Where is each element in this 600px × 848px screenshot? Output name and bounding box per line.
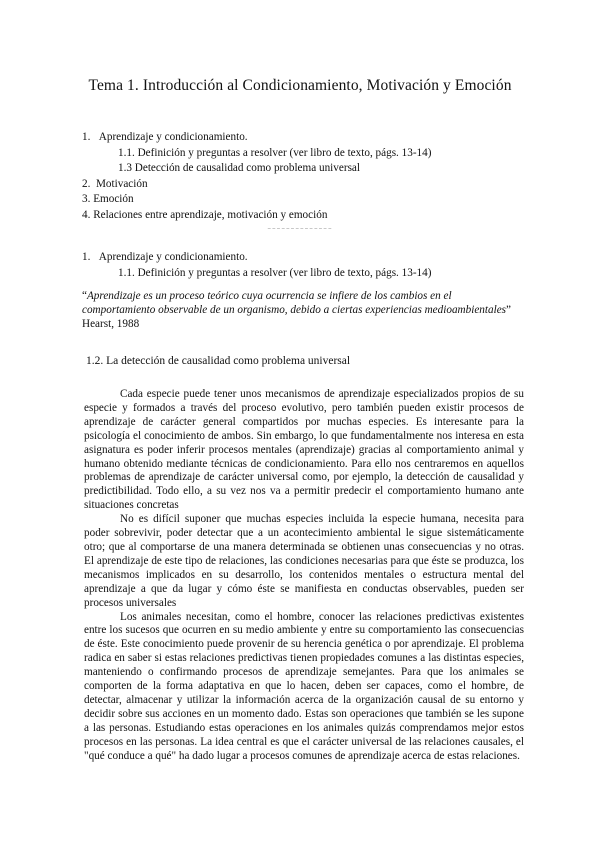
page-title: Tema 1. Introducción al Condicionamiento, Motivación y Emoción (88, 77, 512, 94)
paragraph: Cada especie puede tener unos mecanismos de aprendizaje especializados propios de su especie y formados a través del proceso evolutivo, pero también pueden existir procesos de aprendizaje de carácter general compartidos por muchas especies. Es interesante para la psicología el conocimiento de ambos. Sin embargo, lo que fundamentalmente nos interesa en esta asignatura es poder inferir procesos mentales (aprendizaje) gracias al comportamiento animal y humano obtenido mediante técnicas de condicionamiento. Para ello nos centraremos en aquellos problemas de aprendizaje de carácter universal como, por ejemplo, la detección de causalidad y predictibilidad. Todo ello, a su vez nos va a permitir predecir el comportamiento humano ante situaciones concretas (84, 388, 524, 512)
toc-number: 4. (82, 208, 91, 221)
section-label: Aprendizaje y condicionamiento. (98, 251, 248, 263)
toc-label: Aprendizaje y condicionamiento. (98, 131, 248, 143)
toc-label: Detección de causalidad como problema universal (134, 162, 360, 175)
section-heading (82, 250, 431, 266)
paragraph: Los animales necesitan, como el hombre, conocer las relaciones predictivas existentes entre los sucesos que ocurren en su medio ambiente y entre su comportamiento las consecuencias de éste. Este conocimiento puede provenir de su herencia genética o por aprendizaje. El problema radica en saber si estas relaciones predictivas tienen propiedades comunes a las distintas especies, manteniendo o confirmando procesos de aprendizaje semejantes. Para que los animales se comporten de la forma adaptativa en que lo hacen, deben ser capaces, como el hombre, de detectar, almacenar y utilizar la información acerca de la organización causal de su entorno y decidir sobre sus acciones en un momento dado. Estas son operaciones que también se les supone a las personas. Estudiando estas operaciones en los animales quizás comprendamos mejor estos procesos en las personas. La idea central es que el carácter universal de las relaciones causales, el "qué conduce a qué" ha dado lugar a procesos comunes de aprendizaje acerca de estas relaciones. (84, 610, 524, 762)
subsection-label: Definición y preguntas a resolver (ver libro de texto, págs. 13-14) (137, 266, 432, 279)
separator: -------------- (267, 222, 333, 234)
toc-label: Motivación (95, 177, 148, 190)
definition-quote: “Aprendizaje es un proceso teórico cuya ocurrencia se infiere de los cambios en el comportamiento observable de un organismo, debido a ciertas experiencias medioambientales” Hearst, 1988 (82, 290, 511, 330)
toc-item (82, 192, 431, 208)
section-number: 1. (82, 251, 91, 263)
toc-item (82, 146, 431, 162)
toc-number: 3. (82, 193, 91, 206)
body-text (84, 388, 524, 763)
subsection-heading (82, 266, 431, 282)
toc-item (82, 161, 431, 177)
toc-item (82, 130, 431, 146)
toc-number: 1.1. (118, 146, 135, 159)
section-heading-group (82, 250, 431, 281)
toc-number: 1. (82, 131, 91, 143)
toc-number: 2. (82, 177, 91, 190)
table-of-contents (82, 130, 431, 224)
quote-text: Aprendizaje es un proceso teórico cuya ocurrencia se infiere de los cambios en el comportamiento observable de un organismo, debido a ciertas experiencias medioambientales (82, 290, 507, 316)
subsection-number: 1.1. (118, 266, 135, 279)
subsection-heading-1-2: 1.2. La detección de causalidad como problema universal (86, 355, 351, 367)
quote-author: Hearst, 1988 (82, 318, 140, 330)
toc-label: Emoción (93, 193, 134, 206)
toc-number: 1.3 (118, 162, 132, 175)
toc-label: Definición y preguntas a resolver (ver libro de texto, págs. 13-14) (137, 146, 432, 159)
toc-item (82, 177, 431, 193)
toc-label: Relaciones entre aprendizaje, motivación y emoción (93, 208, 328, 221)
paragraph: No es difícil suponer que muchas especies incluida la especie humana, necesita para poder sobrevivir, poder detectar que a un acontecimiento ambiental le sigue sistemáticamente otro; que al comportarse de una manera determinada se obtienen unas consecuencias y no otras. El aprendizaje de este tipo de relaciones, las condiciones necesarias para que éste se produzca, los mecanismos implicados en su desarrollo, los contenidos mentales o estructura mental del aprendizaje a que da lugar y cómo éste se manifiesta en conductas observables, pueden ser procesos universales (84, 513, 524, 609)
